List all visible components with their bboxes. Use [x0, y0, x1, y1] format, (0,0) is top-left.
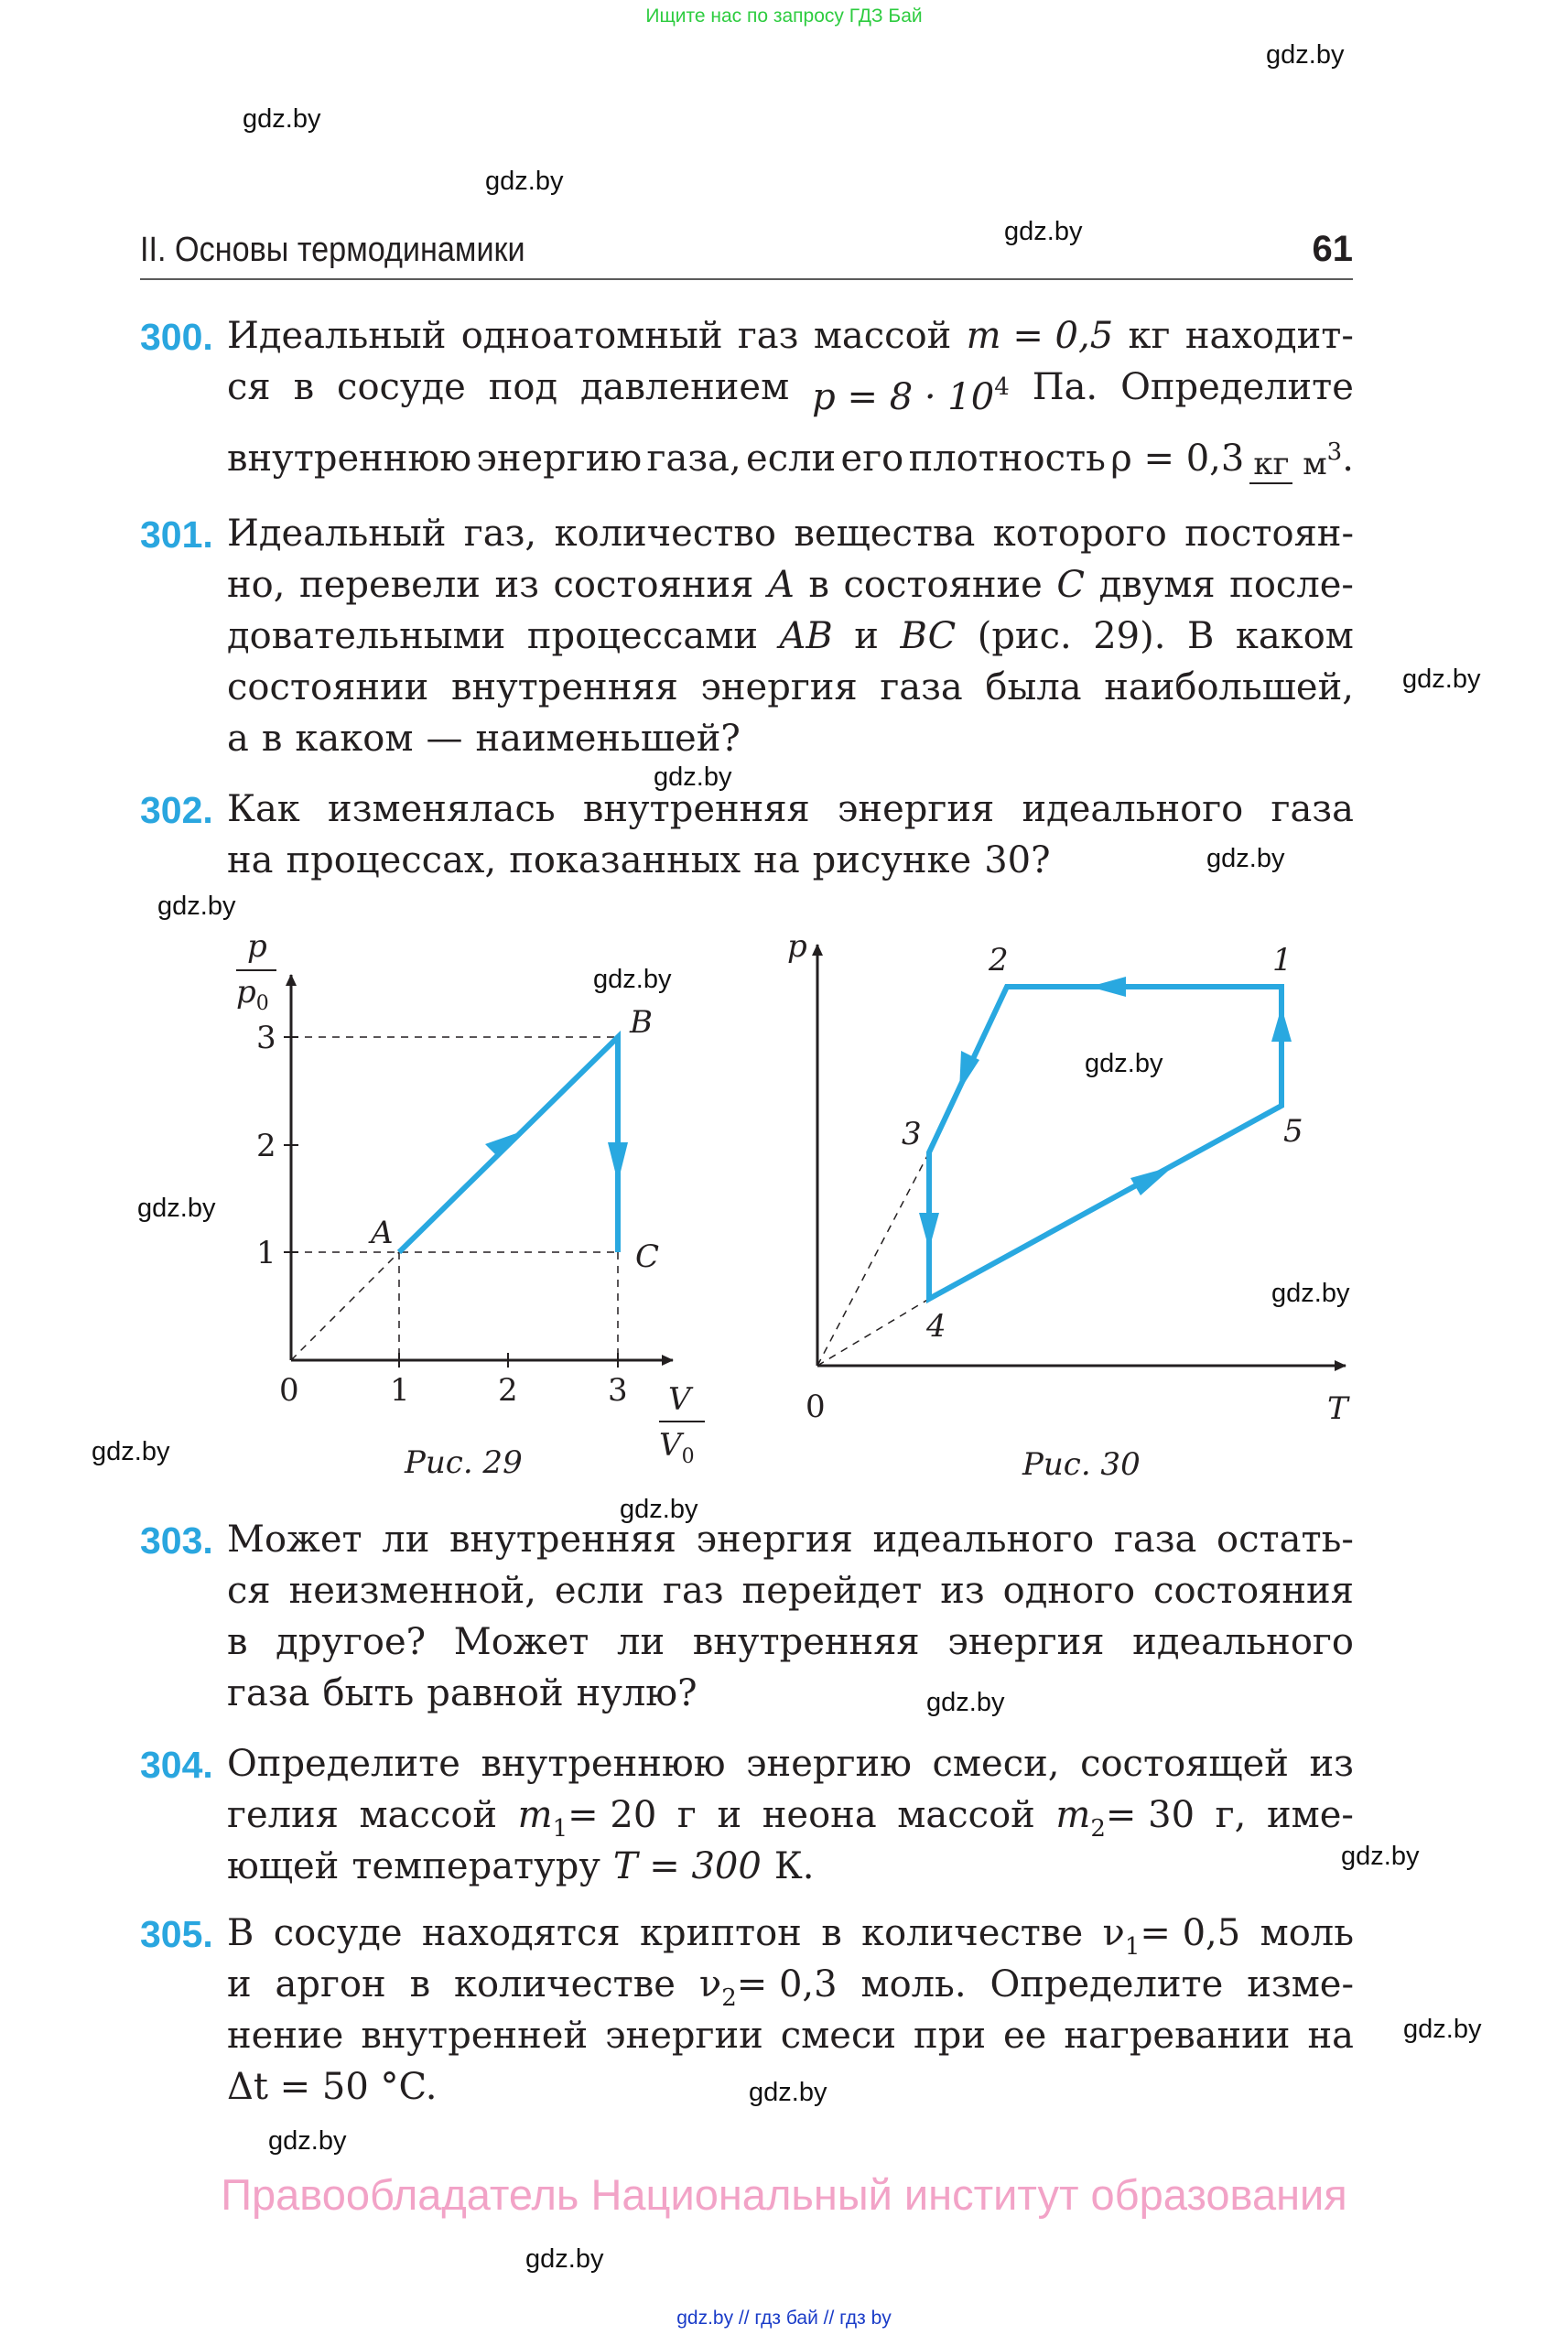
text-line: ся неизменной, если газ перейдет из одного состояния — [227, 1570, 1354, 1612]
watermark: gdz.by — [137, 1194, 216, 1223]
problem-number: 301. — [140, 514, 213, 556]
text-line: ющей температуру T = 300 К. — [227, 1845, 815, 1887]
unit-fraction: кг $м^3$ — [1249, 434, 1342, 484]
y-axis-label-den: $p_0$ — [236, 974, 269, 1015]
text-line: Δt = 50 °C. — [227, 2066, 438, 2108]
watermark: gdz.by — [926, 1688, 1005, 1717]
origin-label: 0 — [806, 1389, 826, 1425]
text-line: Идеальный одноатомный газ массой m = 0,5 кг находит- — [227, 315, 1354, 357]
top-banner: Ищите нас по запросу ГДЗ Бай — [645, 5, 923, 27]
watermark: gdz.by — [1004, 217, 1083, 246]
problem-number: 303. — [140, 1519, 213, 1562]
watermark: gdz.by — [525, 2244, 604, 2274]
dashed-origin-line — [817, 1152, 929, 1366]
x-axis-label: T — [1327, 1390, 1348, 1427]
watermark: gdz.by — [620, 1495, 698, 1524]
watermark: gdz.by — [593, 965, 672, 994]
text-line: внутреннюю энергию газа, если его плотность ρ = 0,3 кг $м^3$ . — [227, 422, 1354, 495]
watermark: gdz.by — [654, 762, 732, 792]
y-axis-label: p — [787, 928, 807, 965]
point-label-2: 2 — [989, 942, 1009, 978]
running-head — [140, 223, 1353, 280]
text-line: ся в сосуде под давлением $p = 8 \cdot 10^4$ Па. Определите — [227, 366, 1354, 418]
problem-number: 305. — [140, 1913, 213, 1955]
x-tick-label: 0 — [279, 1372, 299, 1409]
figure-29 — [174, 924, 741, 1492]
problem-300 — [140, 316, 1354, 490]
point-label-1: 1 — [1272, 942, 1292, 978]
point-label-5: 5 — [1283, 1113, 1303, 1150]
figure-29-caption: Рис. 29 — [405, 1444, 523, 1481]
x-tick-label: 1 — [390, 1372, 410, 1409]
arrow-bc — [608, 1142, 628, 1183]
watermark: gdz.by — [1341, 1842, 1420, 1871]
page-number: 61 — [1312, 229, 1353, 269]
figure-30-caption: Рис. 30 — [1022, 1446, 1141, 1483]
problem-number: 302. — [140, 789, 213, 831]
watermark: gdz.by — [92, 1437, 170, 1466]
watermark: gdz.by — [749, 2078, 827, 2107]
point-label-b: B — [630, 1004, 653, 1041]
text-line: Как изменялась внутренняя энергия идеального газа — [227, 788, 1354, 830]
point-label-a: A — [371, 1215, 394, 1251]
text-line: гелия массой $m_1= 20$ г и неона массой $m_2= 30$ г, име- — [227, 1794, 1354, 1843]
text-line: но, перевели из состояния A в состояние C двумя после- — [227, 564, 1354, 606]
problem-number: 300. — [140, 316, 213, 358]
problem-305 — [140, 1913, 1354, 2124]
watermark: gdz.by — [1266, 40, 1345, 70]
text-line: Определите внутреннюю энергию смеси, состоящей из — [227, 1743, 1354, 1785]
text-line: Может ли внутренняя энергия идеального газа остать- — [227, 1519, 1354, 1561]
arrow-5-1 — [1271, 1007, 1292, 1042]
copyright-notice: Правообладатель Национальный институт образования — [221, 2170, 1347, 2219]
watermark: gdz.by — [268, 2126, 347, 2156]
y-tick-label: 2 — [256, 1128, 276, 1164]
watermark: gdz.by — [1402, 665, 1481, 694]
point-label-c: C — [635, 1238, 660, 1275]
arrow-3-4 — [919, 1213, 939, 1249]
text-line: Идеальный газ, количество вещества которого постоян- — [227, 513, 1354, 555]
point-label-3: 3 — [902, 1116, 922, 1152]
arrow-1-2 — [1089, 977, 1126, 997]
figure-30 — [769, 924, 1373, 1474]
y-tick-label: 1 — [256, 1235, 276, 1271]
x-tick-label: 2 — [498, 1372, 518, 1409]
watermark: gdz.by — [1206, 844, 1285, 873]
problem-number: 304. — [140, 1744, 213, 1786]
point-label-4: 4 — [926, 1308, 946, 1345]
cycle-path — [929, 987, 1281, 1299]
problem-302 — [140, 789, 1354, 892]
text-line: В сосуде находятся криптон в количестве $\nu_1= 0,5$ моль — [227, 1912, 1354, 1961]
y-axis-label: p — [247, 928, 267, 965]
dashed-origin-line — [817, 1299, 929, 1366]
text-line: нение внутренней энергии смеси при ее нагревании на — [227, 2015, 1354, 2057]
watermark: gdz.by — [243, 104, 321, 134]
watermark: gdz.by — [1271, 1279, 1350, 1308]
x-axis-label-den: $V_0$ — [659, 1427, 695, 1468]
footer-links[interactable]: gdz.by // гдз бай // гдз by — [676, 2308, 892, 2329]
watermark: gdz.by — [485, 167, 564, 196]
watermark: gdz.by — [1403, 2015, 1482, 2044]
text-line: в другое? Может ли внутренняя энергия идеального — [227, 1621, 1354, 1663]
text-line: а в каком — наименьшей? — [227, 718, 741, 760]
arrow-4-5 — [1130, 1166, 1173, 1195]
text-line: довательными процессами AB и BC (рис. 29). В каком — [227, 615, 1354, 657]
problem-303 — [140, 1519, 1354, 1724]
x-axis-label: V — [668, 1381, 691, 1418]
text-line: газа быть равной нулю? — [227, 1672, 697, 1714]
watermark: gdz.by — [157, 892, 236, 921]
problem-301 — [140, 514, 1354, 770]
text-line: и аргон в количестве $\nu_2= 0,3$ моль. Определите изме- — [227, 1963, 1354, 2012]
watermark: gdz.by — [1085, 1049, 1163, 1078]
problem-304 — [140, 1744, 1354, 1899]
text-line: на процессах, показанных на рисунке 30? — [227, 839, 1051, 881]
text-line: состоянии внутренняя энергия газа была наибольшей, — [227, 666, 1354, 708]
dashed-origin-line — [291, 1252, 399, 1360]
section-title: II. Основы термодинамики — [140, 231, 525, 269]
y-tick-label: 3 — [256, 1020, 276, 1056]
x-tick-label: 3 — [608, 1372, 628, 1409]
